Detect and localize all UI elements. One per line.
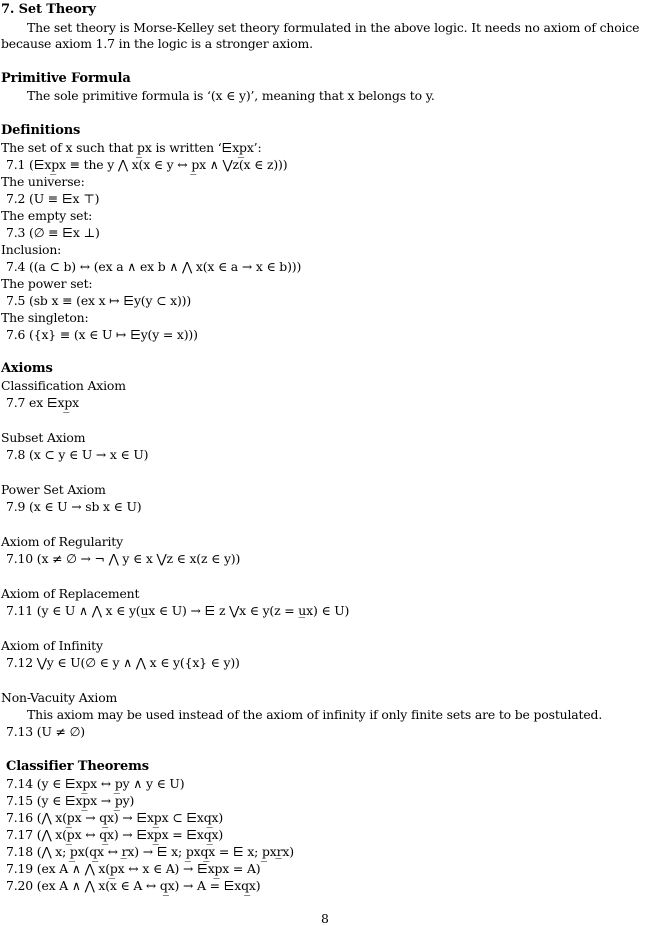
theorem-line: 7.19 (ex A ∧ ⋀ x(p̲x ↔ x ∈ A) → ⋿xp̲x = A): [6, 861, 261, 876]
axiom-formula: 7.12 ⋁y ∈ U(∅ ∈ y ∧ ⋀ x ∈ y({x} ∈ y)): [6, 655, 240, 670]
definition-formula: 7.1 (⋿xp̲x ≡ the y ⋀ x(x ∈ y ↔ p̲x ∧ ⋁z(x ∈ z))): [6, 157, 288, 172]
definition-formula: 7.3 (∅ ≡ ⋿x ⊥): [6, 225, 100, 240]
theorem-line: 7.20 (ex A ∧ ⋀ x(x ∈ A ↔ q̲x) → A = ⋿xq̲x): [6, 878, 261, 893]
definition-label: Inclusion:: [1, 242, 62, 257]
page-number: 8: [321, 911, 329, 926]
definition-label: The singleton:: [1, 310, 89, 325]
theorem-line: 7.16 (⋀ x(p̲x → q̲x) → ⋿xp̲x ⊂ ⋿xq̲x): [6, 810, 224, 825]
definition-formula: 7.2 (U ≡ ⋿x ⊤): [6, 191, 100, 206]
intro-paragraph-line-1: The set theory is Morse-Kelley set theory formulated in the above logic. It needs no axiom of choice: [27, 20, 640, 35]
primitive-formula-heading: Primitive Formula: [1, 71, 131, 86]
primitive-formula-text: The sole primitive formula is ‘(x ∈ y)’, meaning that x belongs to y.: [27, 88, 435, 103]
axiom-name: Axiom of Infinity: [1, 638, 103, 653]
axiom-note: This axiom may be used instead of the axiom of infinity if only finite sets are to be postulated.: [27, 707, 603, 722]
axiom-formula: 7.7 ex ⋿xp̲x: [6, 395, 79, 410]
definition-formula: 7.6 ({x} ≡ (x ∈ U ↦ ⋿y(y = x))): [6, 327, 198, 342]
definitions-heading: Definitions: [1, 123, 81, 138]
axiom-formula: 7.13 (U ≠ ∅): [6, 724, 85, 739]
axiom-formula: 7.10 (x ≠ ∅ → ¬ ⋀ y ∈ x ⋁z ∈ x(z ∈ y)): [6, 551, 241, 566]
definition-formula: 7.4 ((a ⊂ b) ↔ (ex a ∧ ex b ∧ ⋀ x(x ∈ a → x ∈ b))): [6, 259, 302, 274]
axiom-formula: 7.11 (y ∈ U ∧ ⋀ x ∈ y(u̲x ∈ U) → ⋿ z ⋁x ∈ y(z = u̲x) ∈ U): [6, 603, 350, 618]
definition-label: The power set:: [1, 276, 93, 291]
definition-formula: 7.5 (sb x ≡ (ex x ↦ ⋿y(y ⊂ x))): [6, 293, 192, 308]
theorem-line: 7.14 (y ∈ ⋿xp̲x ↔ p̲y ∧ y ∈ U): [6, 776, 185, 791]
axiom-name: Axiom of Regularity: [1, 534, 123, 549]
axioms-heading: Axioms: [1, 361, 53, 376]
axiom-formula: 7.8 (x ⊂ y ∈ U → x ∈ U): [6, 447, 149, 462]
theorem-line: 7.18 (⋀ x; p̲x(q̲x ↔ r̲x) → ⋿ x; p̲xq̲x = ⋿ x; p̲xr̲x): [6, 844, 294, 859]
axiom-name: Subset Axiom: [1, 430, 86, 445]
axiom-name: Power Set Axiom: [1, 482, 106, 497]
axiom-formula: 7.9 (x ∈ U → sb x ∈ U): [6, 499, 142, 514]
classifier-theorems-heading: Classifier Theorems: [6, 759, 149, 774]
section-title: 7. Set Theory: [1, 2, 96, 17]
theorem-line: 7.15 (y ∈ ⋿xp̲x → p̲y): [6, 793, 135, 808]
axiom-name: Non-Vacuity Axiom: [1, 690, 118, 705]
definition-label: The universe:: [1, 174, 85, 189]
intro-paragraph-line-2: because axiom 1.7 in the logic is a stronger axiom.: [1, 36, 313, 51]
theorem-line: 7.17 (⋀ x(p̲x ↔ q̲x) → ⋿xp̲x = ⋿xq̲x): [6, 827, 224, 842]
definition-label: The empty set:: [1, 208, 93, 223]
axiom-name: Axiom of Replacement: [1, 586, 140, 601]
axiom-name: Classification Axiom: [1, 378, 126, 393]
definition-intro: The set of x such that p̲x is written ‘⋿xp̲x’:: [1, 140, 262, 155]
